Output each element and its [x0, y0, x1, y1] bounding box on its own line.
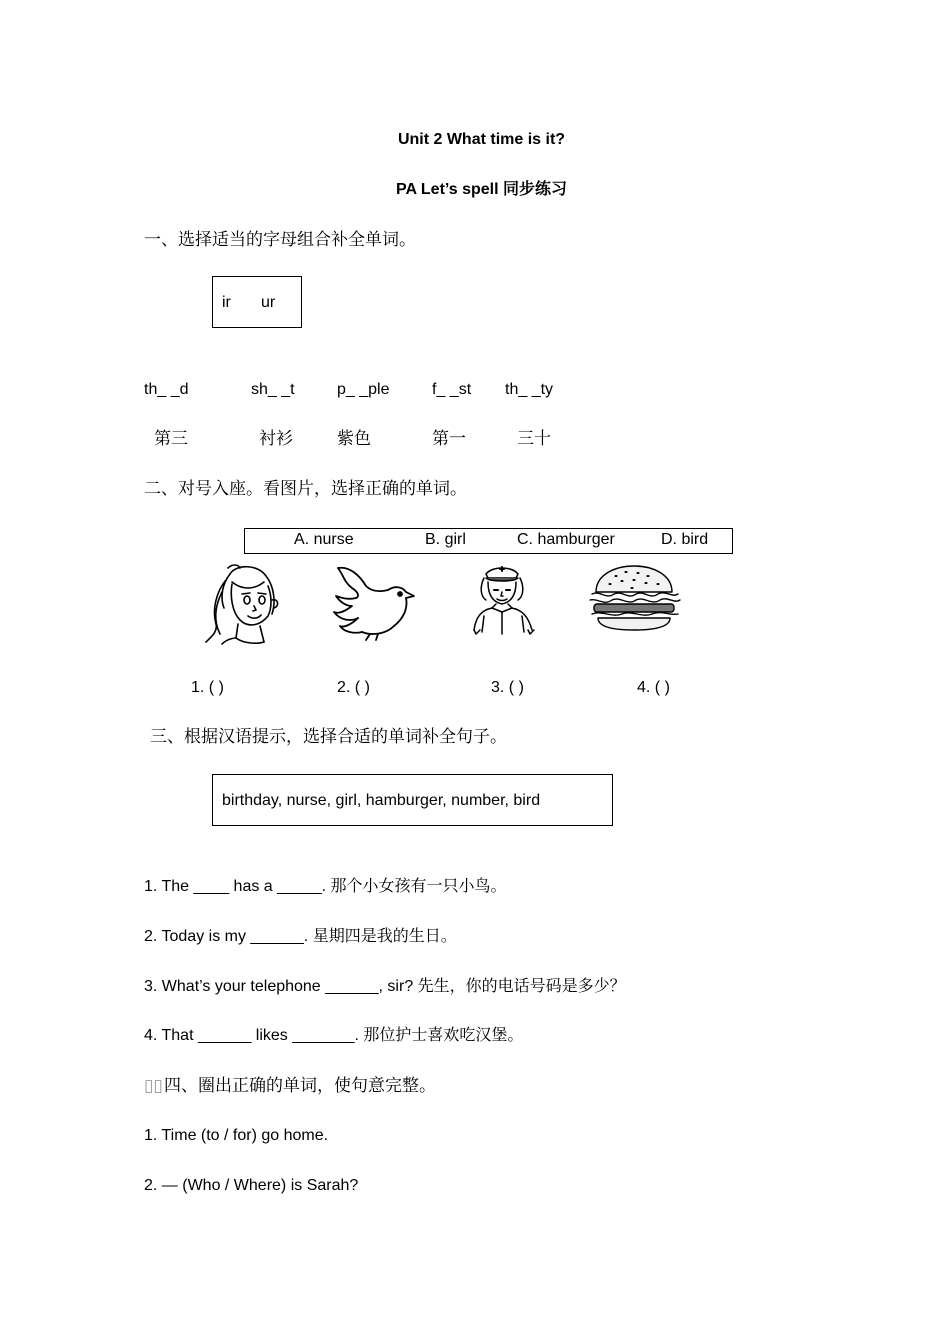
option-ur: ur — [261, 294, 276, 311]
letter-options-box — [212, 276, 302, 328]
word-bank-text: birthday, nurse, girl, hamburger, number, bird — [222, 792, 541, 809]
word-blank-5: th_ _ty — [505, 381, 554, 398]
worksheet-subtitle: PA Let’s spell 同步练习 — [396, 181, 567, 198]
missing-glyph-icon: ▯▯ — [144, 1076, 163, 1095]
girl-picture — [202, 562, 288, 646]
option-ir: ir — [222, 294, 231, 311]
word-blank-1: th_ _d — [144, 381, 189, 398]
answer-2: 2. ( ) — [337, 679, 370, 696]
sentence-3: 3. What’s your telephone ______, sir? 先生，你的电话号码是多少？ — [144, 978, 626, 995]
sentence-2: 2. Today is my ______. 星期四是我的生日。 — [144, 928, 457, 945]
meaning-1: 第三 — [154, 429, 188, 448]
meaning-3: 紫色 — [337, 429, 371, 448]
hamburger-picture — [586, 564, 682, 632]
choice-c: C. hamburger — [517, 531, 615, 548]
word-bank-box — [212, 774, 613, 826]
nurse-picture — [466, 564, 544, 636]
worksheet-title: Unit 2 What time is it? — [397, 131, 566, 148]
choice-d: D. bird — [661, 531, 709, 548]
sentence-1: 1. The ____ has a _____. 那个小女孩有一只小鸟。 — [144, 878, 507, 895]
circle-sentence-2: 2. — (Who / Where) is Sarah? — [144, 1177, 359, 1194]
word-choices-box — [244, 528, 733, 554]
word-blank-3: p_ _ple — [337, 381, 390, 398]
meaning-2: 衬衫 — [259, 429, 293, 448]
sentence-4: 4. That ______ likes _______. 那位护士喜欢吃汉堡。 — [144, 1027, 524, 1044]
meaning-5: 三十 — [517, 429, 551, 448]
choice-b: B. girl — [425, 531, 466, 548]
section2-heading: 二、对号入座。看图片，选择正确的单词。 — [144, 479, 467, 498]
section4-heading-text: 四、圈出正确的单词，使句意完整。 — [164, 1076, 436, 1095]
section4-heading — [144, 1076, 436, 1096]
answer-1: 1. ( ) — [191, 679, 224, 696]
answer-4: 4. ( ) — [637, 679, 670, 696]
section3-heading: 三、根据汉语提示，选择合适的单词补全句子。 — [150, 727, 507, 746]
bird-picture — [330, 562, 420, 642]
choice-a: A. nurse — [294, 531, 354, 548]
section1-heading: 一、选择适当的字母组合补全单词。 — [144, 230, 416, 249]
circle-sentence-1: 1. Time (to / for) go home. — [144, 1127, 329, 1144]
meaning-4: 第一 — [432, 429, 466, 448]
word-blank-4: f_ _st — [432, 381, 472, 398]
word-blank-2: sh_ _t — [251, 381, 295, 398]
answer-3: 3. ( ) — [491, 679, 524, 696]
